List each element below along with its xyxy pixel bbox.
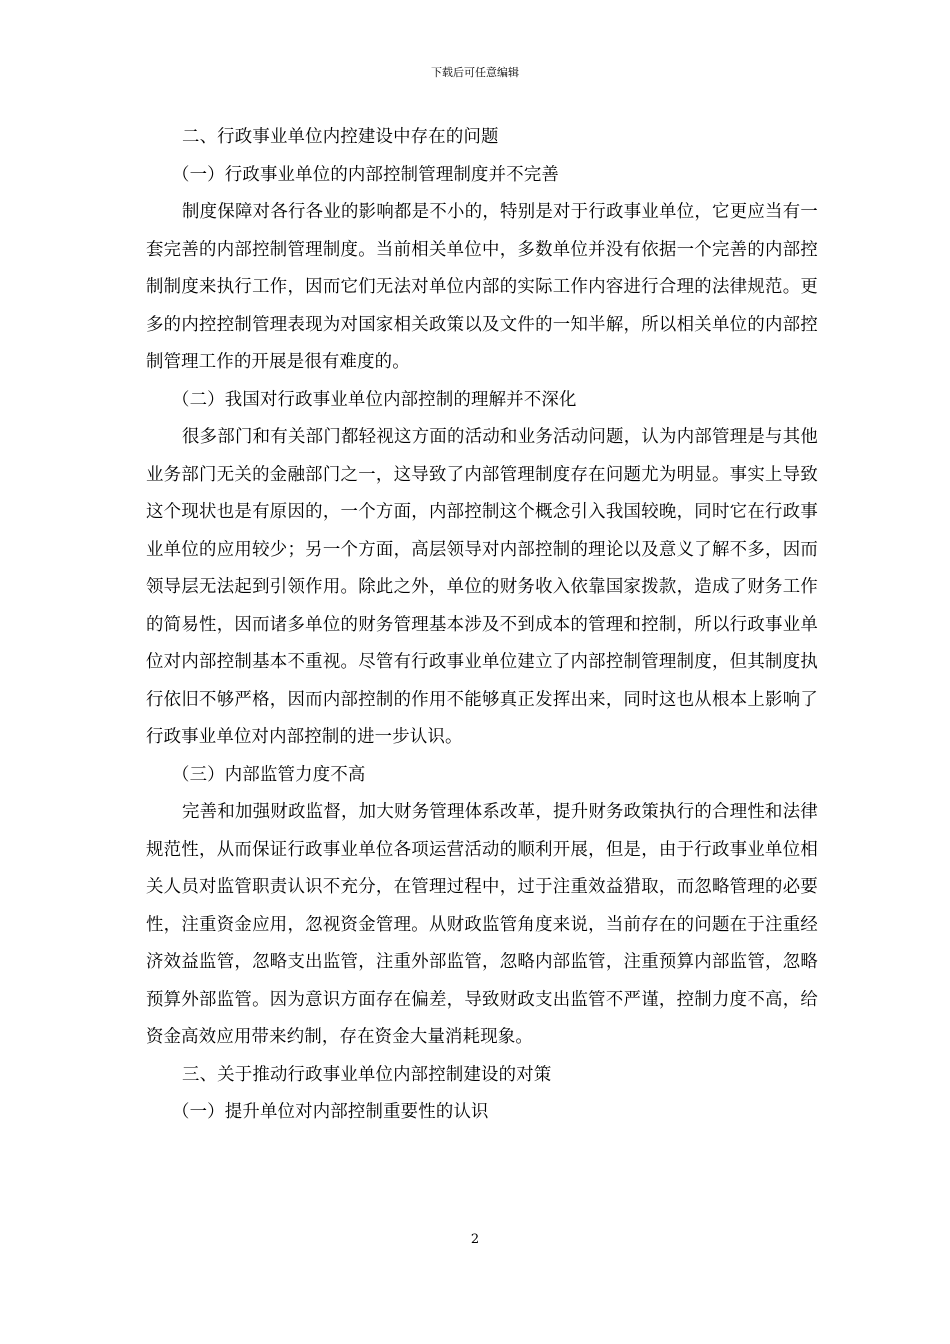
subsection-heading-2-2: （二）我国对行政事业单位内部控制的理解并不深化 bbox=[172, 389, 577, 410]
paragraph-1: 制度保障对各行各业的影响都是不小的，特别是对于行政事业单位，它更应当有一套完善的内部控制管理制度。当前相关单位中，多数单位并没有依据一个完善的内部控制制度来执行工作，因而它们无法对单位内部的实际工作内容进行合理的法律规范。更多的内控控制管理表现为对国家相关政策以及文件的一知半解，所以相关单位的内部控制管理工作的开展是很有难度的。 bbox=[146, 202, 818, 372]
page-header: 下载后可任意编辑 bbox=[431, 66, 519, 79]
section-heading-3: 三、关于推动行政事业单位内部控制建设的对策 bbox=[182, 1064, 552, 1085]
subsection-heading-3-1: （一）提升单位对内部控制重要性的认识 bbox=[172, 1102, 489, 1122]
subsection-heading-2-3: （三）内部监管力度不高 bbox=[172, 764, 366, 785]
document-body bbox=[146, 119, 818, 1132]
paragraph-2: 很多部门和有关部门都轻视这方面的活动和业务活动问题，认为内部管理是与其他业务部门无关的金融部门之一，这导致了内部管理制度存在问题尤为明显。事实上导致这个现状也是有原因的，一个方面，内部控制这个概念引入我国较晚，同时它在行政事业单位的应用较少；另一个方面，高层领导对内部控制的理论以及意义了解不多，因而领导层无法起到引领作用。除此之外，单位的财务收入依靠国家拨款，造成了财务工作的简易性，因而诸多单位的财务管理基本涉及不到成本的管理和控制，所以行政事业单位对内部控制基本不重视。尽管有行政事业单位建立了内部控制管理制度，但其制度执行依旧不够严格，因而内部控制的作用不能够真正发挥出来，同时这也从根本上影响了行政事业单位对内部控制的进一步认识。 bbox=[146, 427, 818, 747]
paragraph-3: 完善和加强财政监督，加大财务管理体系改革，提升财务政策执行的合理性和法律规范性，从而保证行政事业单位各项运营活动的顺利开展，但是，由于行政事业单位相关人员对监管职责认识不充分，在管理过程中，过于注重效益猎取，而忽略管理的必要性，注重资金应用，忽视资金管理。从财政监管角度来说，当前存在的问题在于注重经济效益监管，忽略支出监管，注重外部监管，忽略内部监管，注重预算内部监管，忽略预算外部监管。因为意识方面存在偏差，导致财政支出监管不严谨，控制力度不高，给资金高效应用带来约制，存在资金大量消耗现象。 bbox=[146, 802, 818, 1047]
section-heading-2: 二、行政事业单位内控建设中存在的问题 bbox=[182, 127, 499, 147]
subsection-heading-2-1: （一）行政事业单位的内部控制管理制度并不完善 bbox=[172, 164, 559, 185]
page-number: 2 bbox=[470, 1232, 480, 1247]
